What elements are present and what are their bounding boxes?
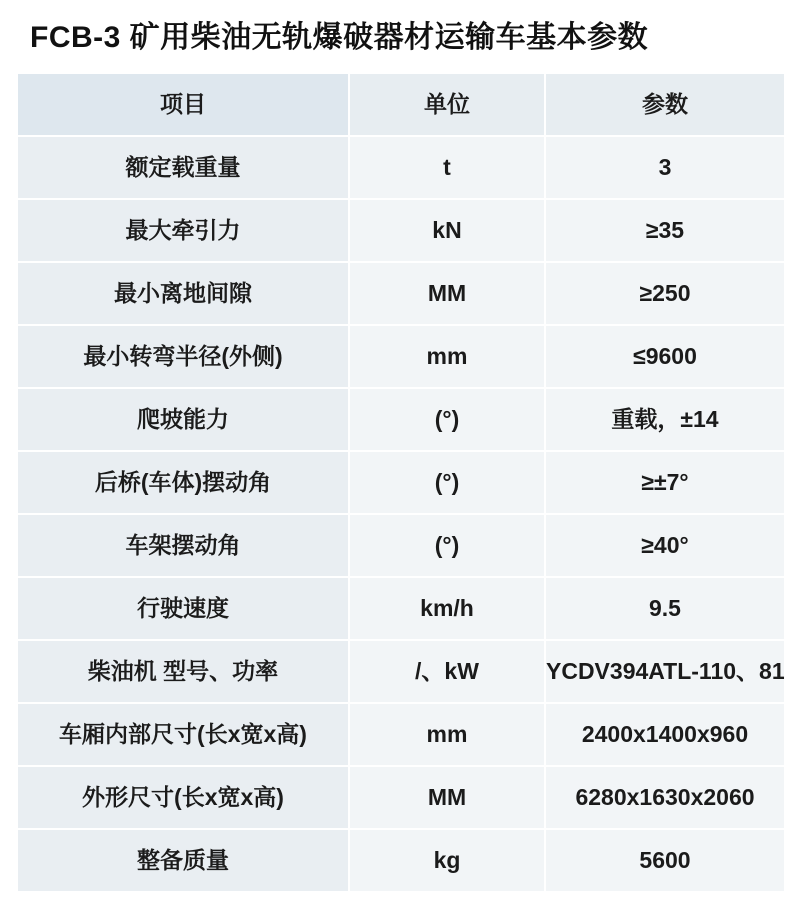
table-row [17, 766, 785, 829]
row-value: 6280x1630x2060 [545, 766, 785, 829]
table-row [17, 829, 785, 892]
table-row [17, 325, 785, 388]
row-value: 2400x1400x960 [545, 703, 785, 766]
row-value: YCDV394ATL-110、81 [545, 640, 785, 703]
row-unit: mm [349, 325, 545, 388]
specifications-table [16, 72, 786, 893]
row-unit: MM [349, 766, 545, 829]
table-row [17, 451, 785, 514]
row-item: 外形尺寸(长x宽x高) [17, 766, 349, 829]
row-item: 最大牵引力 [17, 199, 349, 262]
table-header-row [17, 73, 785, 136]
table-row [17, 514, 785, 577]
row-value: 9.5 [545, 577, 785, 640]
row-value: ≥40° [545, 514, 785, 577]
row-unit: /、kW [349, 640, 545, 703]
row-unit: kg [349, 829, 545, 892]
table-row [17, 199, 785, 262]
row-value: ≥250 [545, 262, 785, 325]
row-unit: MM [349, 262, 545, 325]
row-value: ≤9600 [545, 325, 785, 388]
table-row [17, 577, 785, 640]
row-item: 后桥(车体)摆动角 [17, 451, 349, 514]
row-unit: (°) [349, 451, 545, 514]
row-value: 重载，±14 [545, 388, 785, 451]
row-unit: (°) [349, 388, 545, 451]
row-item: 爬坡能力 [17, 388, 349, 451]
row-unit: (°) [349, 514, 545, 577]
table-row [17, 136, 785, 199]
column-header-item: 项目 [17, 73, 349, 136]
column-header-unit: 单位 [349, 73, 545, 136]
page-title: FCB-3 矿用柴油无轨爆破器材运输车基本参数 [30, 21, 649, 54]
table-row [17, 388, 785, 451]
row-item: 行驶速度 [17, 577, 349, 640]
row-value: ≥±7° [545, 451, 785, 514]
table-row [17, 640, 785, 703]
row-value: ≥35 [545, 199, 785, 262]
row-item: 整备质量 [17, 829, 349, 892]
row-unit: kN [349, 199, 545, 262]
table-row [17, 262, 785, 325]
column-header-value: 参数 [545, 73, 785, 136]
row-item: 最小转弯半径(外侧) [17, 325, 349, 388]
row-value: 3 [545, 136, 785, 199]
row-value: 5600 [545, 829, 785, 892]
row-unit: km/h [349, 577, 545, 640]
row-unit: t [349, 136, 545, 199]
row-item: 车厢内部尺寸(长x宽x高) [17, 703, 349, 766]
row-item: 额定载重量 [17, 136, 349, 199]
row-item: 柴油机 型号、功率 [17, 640, 349, 703]
row-unit: mm [349, 703, 545, 766]
table-row [17, 703, 785, 766]
row-item: 最小离地间隙 [17, 262, 349, 325]
row-item: 车架摆动角 [17, 514, 349, 577]
